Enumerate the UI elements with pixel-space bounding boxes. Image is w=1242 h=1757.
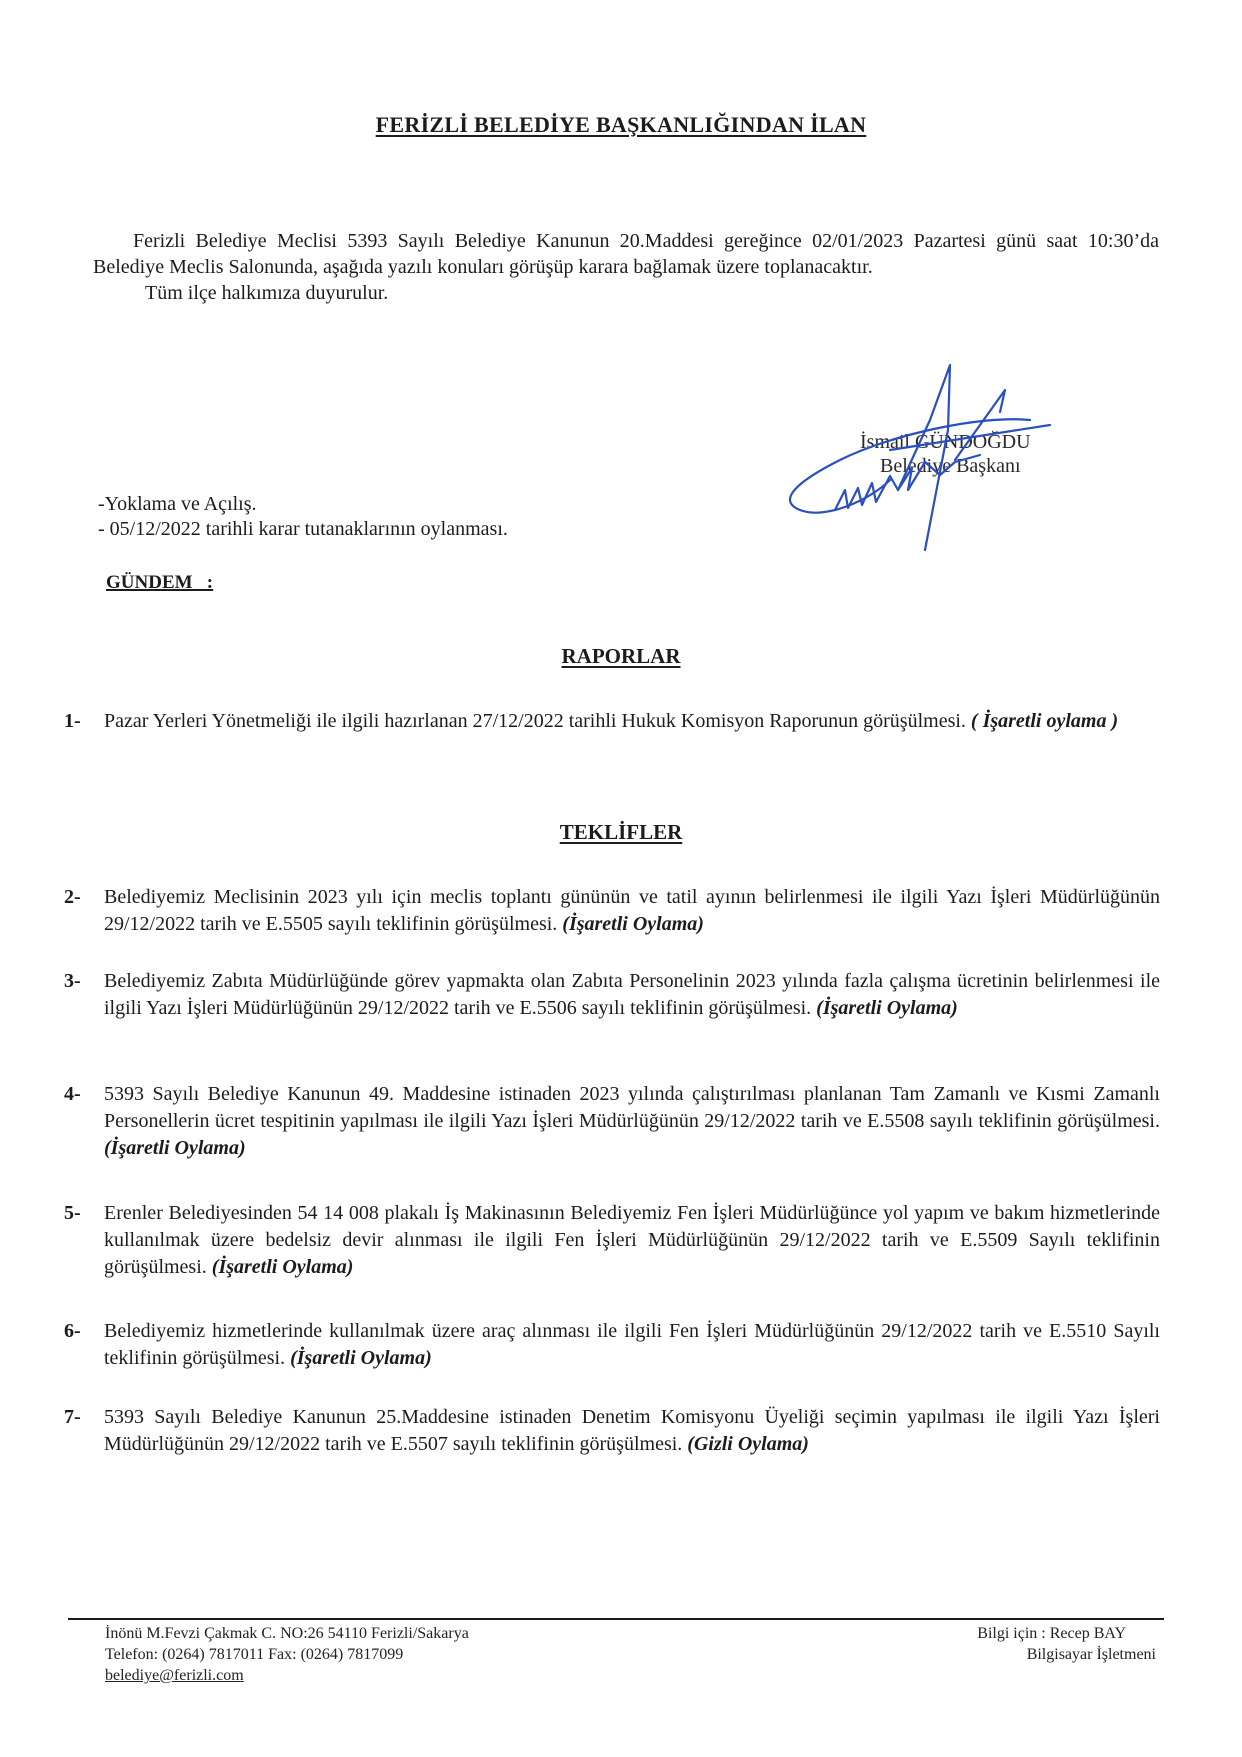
- agenda-item: [64, 1200, 1160, 1281]
- agenda-item: [64, 708, 1160, 735]
- item-text: 5393 Sayılı Belediye Kanunun 49. Maddesine istinaden 2023 yılında çalıştırılması planlanan Tam Zamanlı ve Kısmi Zamanlı Personellerin ücret tespitinin yapılması ile ilgili Yazı İşleri Müdürlüğünün 29/12/2022 tarih ve E.5508 sayılı teklifinin görüşülmesi.: [104, 1083, 1160, 1132]
- opening-item: - 05/12/2022 tarihli karar tutanaklarının oylanması.: [98, 518, 508, 540]
- item-body: [104, 1081, 1160, 1162]
- item-vote-type: (İşaretli Oylama): [211, 1256, 354, 1278]
- section-heading-proposals: TEKLİFLER: [559, 820, 683, 844]
- footer-phone-fax: Telefon: (0264) 7817011 Fax: (0264) 7817099: [105, 1646, 404, 1663]
- signature-stroke-underline: [890, 425, 1050, 450]
- footer-info-title: Bilgisayar İşletmeni: [1026, 1646, 1156, 1663]
- footer-info-contact: Bilgi için : Recep BAY: [977, 1625, 1126, 1642]
- signature-stroke-right: [955, 390, 1005, 460]
- signature-stroke-peak: [898, 365, 950, 550]
- agenda-item: [64, 1318, 1160, 1372]
- item-number: 7-: [64, 1406, 81, 1428]
- footer-email-link[interactable]: belediye@ferizli.com: [105, 1667, 244, 1684]
- footer-divider: [68, 1618, 1164, 1620]
- item-number: 1-: [64, 710, 81, 732]
- agenda-label: GÜNDEM :: [106, 572, 214, 593]
- item-number: 2-: [64, 886, 81, 908]
- agenda-item: [64, 968, 1160, 1022]
- item-text: Belediyemiz hizmetlerinde kullanılmak üzere araç alınması ile ilgili Fen İşleri Müdürlüğünün 29/12/2022 tarih ve E.5510 Sayılı teklifinin görüşülmesi.: [104, 1320, 1160, 1369]
- item-vote-type: ( İşaretli oylama ): [970, 710, 1119, 732]
- item-text: Belediyemiz Meclisinin 2023 yılı için meclis toplantı gününün ve tatil ayının belirlenmesi ile ilgili Yazı İşleri Müdürlüğünün 29/12/2022 tarih ve E.5505 sayılı teklifinin görüşülmesi.: [104, 886, 1160, 935]
- section-heading-reports: RAPORLAR: [561, 644, 681, 668]
- agenda-item: [64, 884, 1160, 938]
- agenda-item: [64, 1081, 1160, 1162]
- footer-address: İnönü M.Fevzi Çakmak C. NO:26 54110 Ferizli/Sakarya: [105, 1625, 469, 1642]
- item-body: [104, 1318, 1160, 1372]
- item-body: [104, 1404, 1160, 1458]
- signatory-name: İsmail GÜNDOĞDU: [860, 431, 1031, 453]
- footer-info: [977, 1623, 1156, 1665]
- item-text: Pazar Yerleri Yönetmeliği ile ilgili hazırlanan 27/12/2022 tarihli Hukuk Komisyon Raporunun görüşülmesi.: [104, 710, 966, 732]
- agenda-item: [64, 1404, 1160, 1458]
- item-vote-type: (İşaretli Oylama): [104, 1137, 246, 1159]
- announcement-line: Tüm ilçe halkımıza duyurulur.: [145, 282, 389, 304]
- item-body: [104, 968, 1160, 1022]
- item-vote-type: (İşaretli Oylama): [290, 1347, 432, 1369]
- item-number: 6-: [64, 1320, 81, 1342]
- item-body: [104, 1200, 1160, 1281]
- intro-section: [93, 228, 1159, 306]
- item-number: 3-: [64, 970, 81, 992]
- handwritten-signature-icon: [780, 350, 1080, 570]
- signatory-role: Belediye Başkanı: [880, 455, 1021, 477]
- opening-item: -Yoklama ve Açılış.: [98, 493, 257, 515]
- signature-block: [780, 350, 1080, 570]
- item-vote-type: (Gizli Oylama): [687, 1433, 809, 1455]
- document-title: FERİZLİ BELEDİYE BAŞKANLIĞINDAN İLAN: [375, 112, 867, 137]
- intro-paragraph: Ferizli Belediye Meclisi 5393 Sayılı Belediye Kanunun 20.Maddesi gereğince 02/01/2023 Pazartesi günü saat 10:30’da Belediye Meclis Salonunda, aşağıda yazılı konuları görüşüp karara bağlamak üzere toplanacaktır.: [93, 230, 1159, 278]
- footer-contact: [105, 1623, 469, 1686]
- item-body: [104, 708, 1160, 735]
- item-text: 5393 Sayılı Belediye Kanunun 25.Maddesine istinaden Denetim Komisyonu Üyeliği seçimin yapılması ile ilgili Yazı İşleri Müdürlüğünün 29/12/2022 tarih ve E.5507 sayılı teklifinin görüşülmesi.: [104, 1406, 1160, 1455]
- item-vote-type: (İşaretli Oylama): [816, 997, 958, 1019]
- item-vote-type: (İşaretli Oylama): [562, 913, 704, 935]
- item-text: Erenler Belediyesinden 54 14 008 plakalı İş Makinasının Belediyemiz Fen İşleri Müdürlüğünce yol yapım ve bakım hizmetlerinde kullanılmak üzere bedelsiz devir alınması ile ilgili Fen İşleri Müdürlüğünün 29/12/2022 tarih ve E.5509 Sayılı teklifinin görüşülmesi.: [104, 1202, 1160, 1278]
- item-text: Belediyemiz Zabıta Müdürlüğünde görev yapmakta olan Zabıta Personelinin 2023 yılında fazla çalışma ücretinin belirlenmesi ile ilgili Yazı İşleri Müdürlüğünün 29/12/2022 tarih ve E.5506 sayılı teklifinin görüşülmesi.: [104, 970, 1160, 1019]
- item-number: 5-: [64, 1202, 81, 1224]
- opening-items: [98, 492, 508, 542]
- item-body: [104, 884, 1160, 938]
- item-number: 4-: [64, 1083, 81, 1105]
